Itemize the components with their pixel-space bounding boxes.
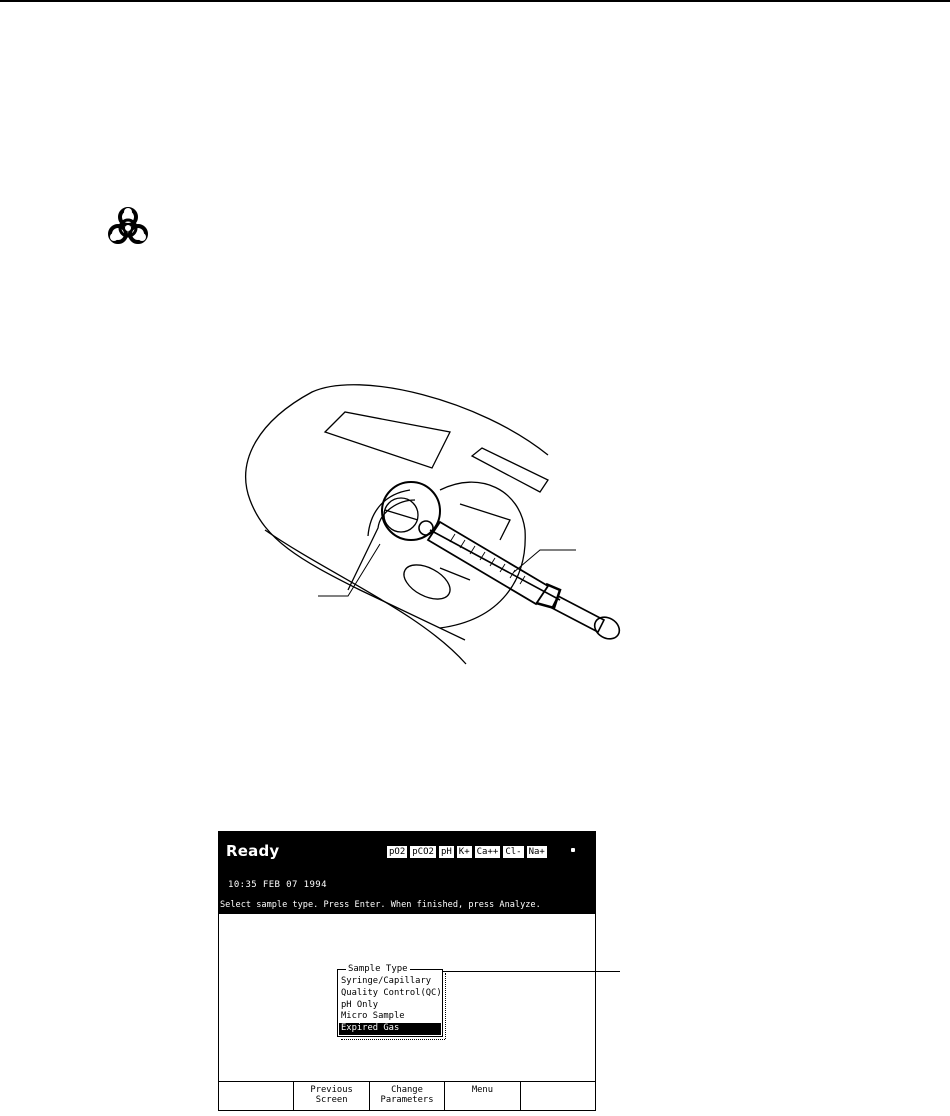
analyte-ph: pH — [440, 847, 452, 857]
analyte-po2: pO2 — [389, 847, 406, 857]
analyzer-front-edge — [265, 530, 466, 664]
menu-line1: Menu — [471, 1085, 494, 1095]
previous-screen-line2: Screen — [315, 1095, 348, 1105]
analyte-cl: Cl- — [505, 847, 522, 857]
softkey-bar — [219, 1081, 595, 1110]
softkey-5[interactable] — [521, 1082, 595, 1110]
analyte-indicators — [387, 846, 547, 858]
sample-port-inlet — [385, 510, 418, 520]
syringe — [419, 521, 623, 643]
callout-expired-gas-leader — [442, 971, 620, 972]
sample-option-expired-gas[interactable]: Expired Gas — [339, 1023, 441, 1035]
analyzer-display-window — [325, 412, 450, 468]
syringe-holder-arm — [460, 504, 510, 540]
sample-type-menu — [337, 964, 443, 1037]
sample-option-micro[interactable]: Micro Sample — [341, 1011, 405, 1022]
menu-shadow-right — [443, 973, 446, 1039]
datetime: 10:35 FEB 07 1994 — [228, 880, 327, 890]
change-parameters-line2: Parameters — [380, 1095, 434, 1105]
change-parameters-line1: Change — [391, 1085, 423, 1095]
screen-cursor-icon — [571, 848, 575, 852]
analyte-pco2: pCO2 — [412, 847, 434, 857]
analyzer-top-slot — [472, 448, 548, 492]
analyte-na: Na+ — [528, 847, 545, 857]
analyzer-body-outline — [246, 385, 548, 640]
analyte-ca: Ca++ — [476, 847, 499, 857]
header-divider — [219, 912, 595, 914]
screen-header — [219, 832, 595, 899]
previous-screen-button[interactable] — [294, 1082, 369, 1110]
sample-type-list — [339, 976, 441, 1035]
analyte-k: K+ — [458, 847, 470, 857]
analyzer-drain-slot — [398, 558, 455, 606]
sample-option-ph-only[interactable]: pH Only — [341, 999, 379, 1010]
sample-option-syringe[interactable]: Syringe/Capillary — [341, 976, 432, 986]
instruction-bar: Select sample type. Press Enter. When finished, press Analyze. — [219, 899, 595, 912]
sample-type-title: Sample Type — [348, 964, 408, 974]
change-parameters-button[interactable] — [370, 1082, 445, 1110]
analyzer-syringe-illustration — [0, 370, 950, 680]
sample-option-qc[interactable]: Quality Control(QC) — [341, 987, 442, 998]
status-text: Ready — [226, 842, 280, 860]
previous-screen-line1: Previous — [310, 1085, 353, 1095]
menu-shadow-bottom — [341, 1037, 445, 1040]
biohazard-icon — [105, 205, 151, 251]
page-top-rule — [0, 0, 950, 2]
softkey-1[interactable] — [219, 1082, 294, 1110]
menu-button[interactable] — [445, 1082, 520, 1110]
